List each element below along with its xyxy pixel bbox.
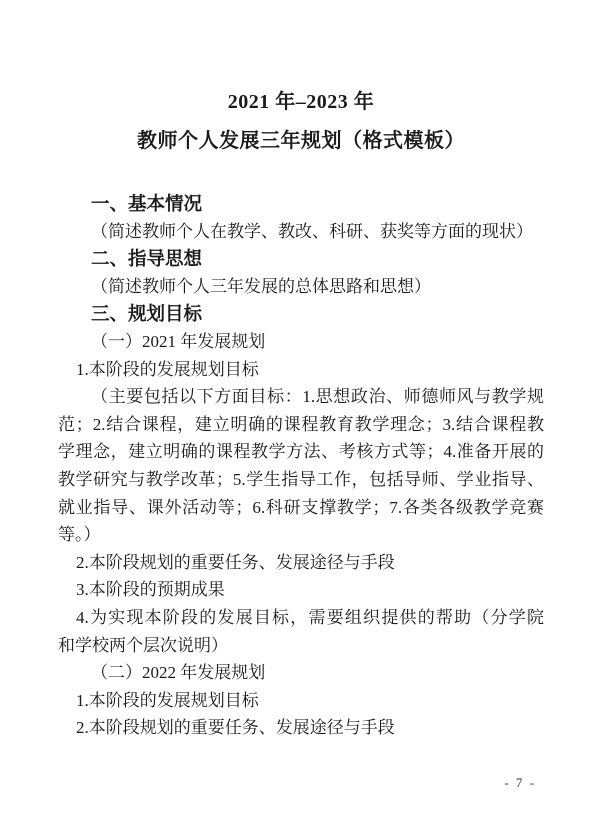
paragraph-goals-line-3: 学理念，建立明确的课程教学方法、考核方式等；4.准备开展的 [58,442,544,462]
document-title-main: 教师个人发展三年规划（格式模板） [137,130,465,152]
subsection-2021-plan: （一）2021 年发展规划 [91,331,266,351]
section-heading-plan-goals: 三、规划目标 [91,303,203,325]
item-2021-expected-results: 3.本阶段的预期成果 [76,580,225,600]
section-heading-guiding-ideas: 二、指导思想 [91,248,203,270]
body-line-guiding-note: （简述教师个人三年发展的总体思路和思想） [91,276,431,296]
paragraph-goals-line-5: 就业指导、课外活动等；6.科研支撑教学；7.各类各级教学竞赛 [58,497,544,517]
item-2021-tasks: 2.本阶段规划的重要任务、发展途径与手段 [76,552,395,572]
page-number: - 7 - [504,775,536,790]
item-2021-support-line-2: 和学校两个层次说明） [58,635,228,655]
document-title-years: 2021 年–2023 年 [227,91,375,113]
section-heading-basic-info: 一、基本情况 [91,193,203,214]
paragraph-goals-line-2: 范；2.结合课程，建立明确的课程教育教学理念；3.结合课程教 [58,414,544,434]
document-body [58,190,544,742]
paragraph-goals-line-1: （主要包括以下方面目标：1.思想政治、师德师风与教学规 [91,387,544,407]
item-2022-goal: 1.本阶段的发展规划目标 [76,690,259,710]
item-2021-support-line-1: 4.为实现本阶段的发展目标，需要组织提供的帮助（分学院 [76,607,544,627]
paragraph-goals-line-6: 等。） [58,525,101,545]
body-line-basic-info-note: （简述教师个人在教学、教改、科研、获奖等方面的现状） [91,221,533,241]
item-2021-goal: 1.本阶段的发展规划目标 [76,359,259,379]
item-2022-tasks: 2.本阶段规划的重要任务、发展途径与手段 [76,718,395,738]
subsection-2022-plan: （二）2022 年发展规划 [91,663,266,683]
paragraph-goals-line-4: 教学研究与教学改革；5.学生指导工作，包括导师、学业指导、 [58,469,544,489]
